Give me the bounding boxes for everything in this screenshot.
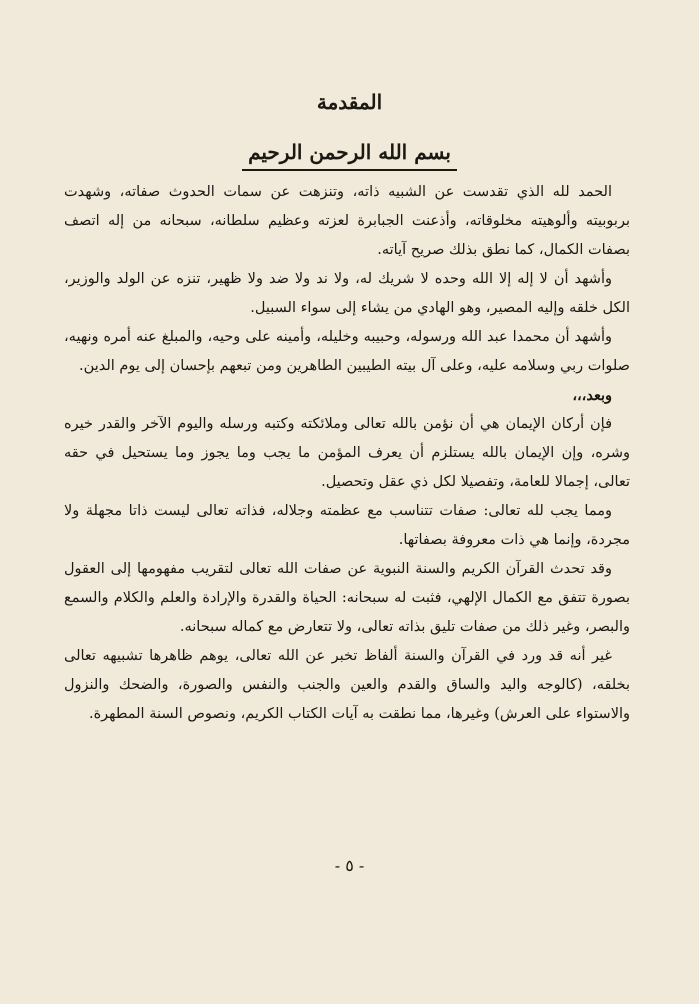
paragraph-quran-sunnah: وقد تحدث القرآن الكريم والسنة النبوية عن صفات الله تعالى لتقريب مفهومها إلى العقول بصورة تتفق مع الكمال الإلهي، فثبت له سبحانه: الحياة والقدرة والإرادة والعلم والكلام والسمع والبصر، وغير ذلك من صفات تليق بذاته تعالى، ولا تتعارض مع كماله سبحانه. [64,561,630,635]
paragraph-transition: وبعد،،، [572,387,612,404]
paragraph-pillars: فإن أركان الإيمان هي أن نؤمن بالله تعالى وملائكته وكتبه ورسله واليوم الآخر والقدر خيره وشره، وإن الإيمان بالله يستلزم أن يعرف المؤمن ما يجب وما يجوز وما يستحيل في حقه تعالى، إجمالا للعامة، وتفصيلا لكل ذي عقل وتحصيل. [64,416,630,490]
paragraph-shahada: وأشهد أن لا إله إلا الله وحده لا شريك له، ولا ند ولا ضد ولا ظهير، تنزه عن الولد والوزير، الكل خلقه وإليه المصير، وهو الهادي من يشاء إلى سواء السبيل. [64,271,630,316]
basmala-heading: بسم الله الرحمن الرحيم [242,140,457,171]
body-text [64,178,630,729]
paragraph-ambiguous-terms: غير أنه قد ورد في القرآن والسنة ألفاظ تخبر عن الله تعالى، يوهم ظاهرها تشبيهه تعالى بخلقه، (كالوجه واليد والساق والقدم والعين والجنب والنفس والصورة، والضحك والنزول والاستواء على العرش) وغيرها، مما نطقت به آيات الكتاب الكريم، ونصوص السنة المطهرة. [64,648,630,722]
page-number: - ٥ - [334,856,365,875]
page-title: المقدمة [316,90,383,114]
paragraph-prophet: وأشهد أن محمدا عبد الله ورسوله، وحبيبه وخليله، وأمينه على وحيه، والمبلغ عنه أمره ونهيه، صلوات ربي وسلامه عليه، وعلى آل بيته الطيبين الطاهرين ومن تبعهم بإحسان إلى يوم الدين. [64,329,630,374]
basmala-container [0,140,699,171]
paragraph-praise: الحمد لله الذي تقدست عن الشبيه ذاته، وتنزهت عن سمات الحدوث صفاته، وشهدت بربوبيته وألوهيته مخلوقاته، وأذعنت الجبابرة لعزته وعظيم سلطانه، سبحانه من إله اتصف بصفات الكمال، كما نطق بذلك صريح آياته. [64,184,630,258]
paragraph-attributes: ومما يجب لله تعالى: صفات تتناسب مع عظمته وجلاله، فذاته تعالى ليست ذاتا مجهلة ولا مجردة، وإنما هي ذات معروفة بصفاتها. [64,503,630,548]
